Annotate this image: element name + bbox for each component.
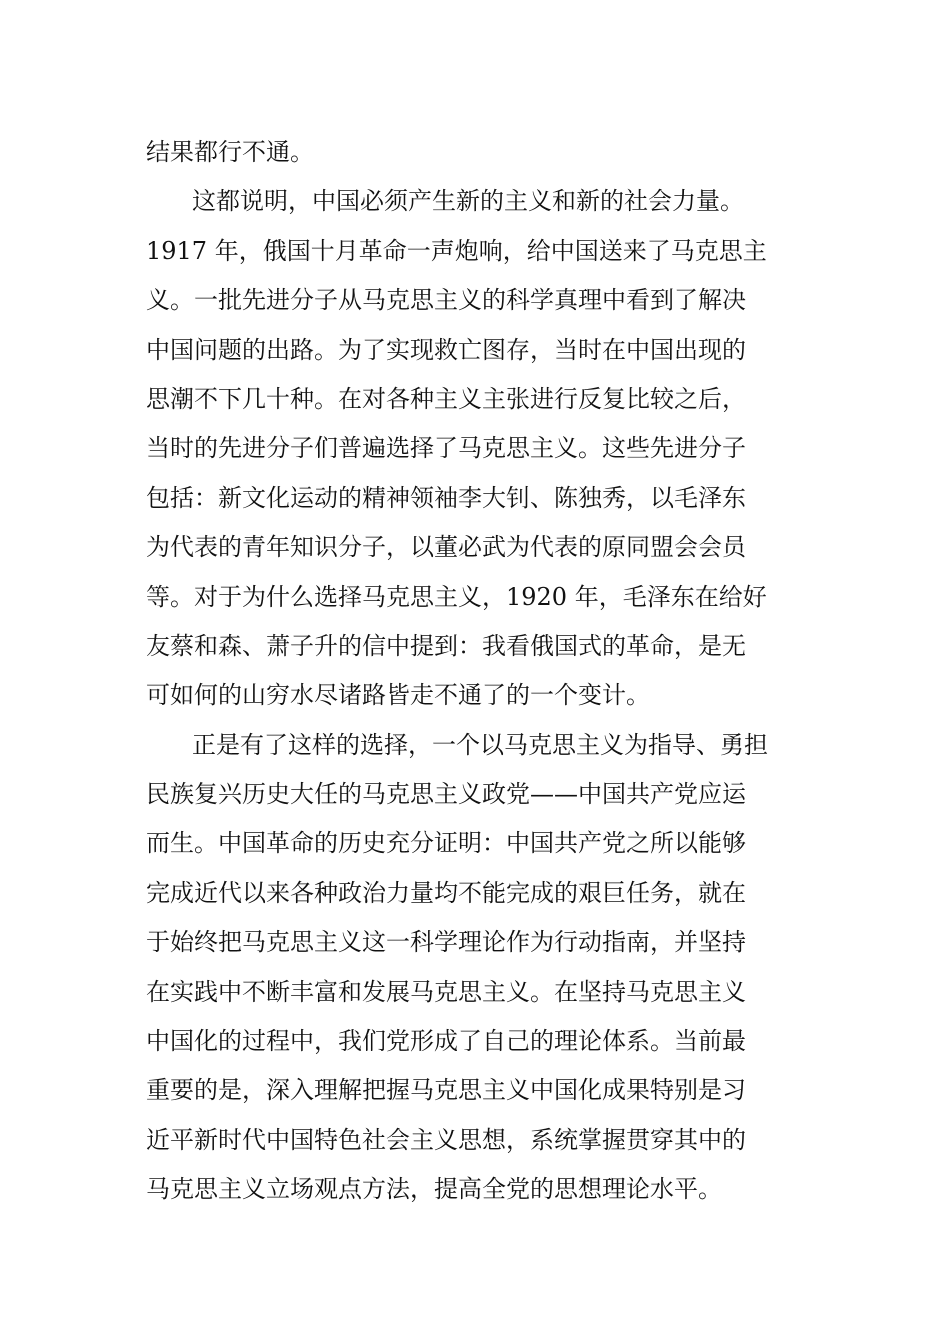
paragraph-1-line-1: 结果都行不通。 bbox=[146, 138, 314, 166]
paragraph-2-line-4: 中国问题的出路。为了实现救亡图存，当时在中国出现的 bbox=[146, 335, 746, 364]
paragraph-2-line-3: 义。一批先进分子从马克思主义的科学真理中看到了解决 bbox=[146, 286, 746, 315]
paragraph-2-line-7: 包括：新文化运动的精神领袖李大钊、陈独秀，以毛泽东 bbox=[146, 483, 746, 512]
paragraph-3-line-9: 近平新时代中国特色社会主义思想，系统掌握贯穿其中的 bbox=[146, 1125, 746, 1154]
paragraph-3-line-6: 在实践中不断丰富和发展马克思主义。在坚持马克思主义 bbox=[146, 977, 746, 1006]
paragraph-2-line-8: 为代表的青年知识分子，以董必武为代表的原同盟会会员 bbox=[146, 533, 746, 562]
paragraph-2-line-10: 友蔡和森、萧子升的信中提到：我看俄国式的革命，是无 bbox=[146, 631, 746, 660]
paragraph-3-line-1: 正是有了这样的选择，一个以马克思主义为指导、勇担 bbox=[192, 730, 768, 759]
paragraph-2-line-11: 可如何的山穷水尽诸路皆走不通了的一个变计。 bbox=[146, 681, 650, 710]
paragraph-3-line-10: 马克思主义立场观点方法，提高全党的思想理论水平。 bbox=[146, 1175, 722, 1204]
paragraph-3-line-2: 民族复兴历史大任的马克思主义政党——中国共产党应运 bbox=[146, 780, 746, 809]
paragraph-3-line-7: 中国化的过程中，我们党形成了自己的理论体系。当前最 bbox=[146, 1027, 746, 1056]
paragraph-3-line-4: 完成近代以来各种政治力量均不能完成的艰巨任务，就在 bbox=[146, 878, 746, 907]
paragraph-3-line-3: 而生。中国革命的历史充分证明：中国共产党之所以能够 bbox=[146, 829, 746, 858]
paragraph-2-line-5: 思潮不下几十种。在对各种主义主张进行反复比较之后， bbox=[146, 384, 746, 413]
paragraph-2-line-2: 1917 年，俄国十月革命一声炮响，给中国送来了马克思主 bbox=[146, 236, 767, 265]
paragraph-2-line-1: 这都说明，中国必须产生新的主义和新的社会力量。 bbox=[192, 187, 744, 216]
paragraph-2-line-6: 当时的先进分子们普遍选择了马克思主义。这些先进分子 bbox=[146, 434, 746, 463]
paragraph-2-line-9: 等。对于为什么选择马克思主义，1920 年，毛泽东在给好 bbox=[146, 582, 767, 611]
paragraph-3-line-8: 重要的是，深入理解把握马克思主义中国化成果特别是习 bbox=[146, 1076, 746, 1105]
paragraph-3-line-5: 于始终把马克思主义这一科学理论作为行动指南，并坚持 bbox=[146, 928, 746, 957]
document-body bbox=[146, 128, 808, 1215]
